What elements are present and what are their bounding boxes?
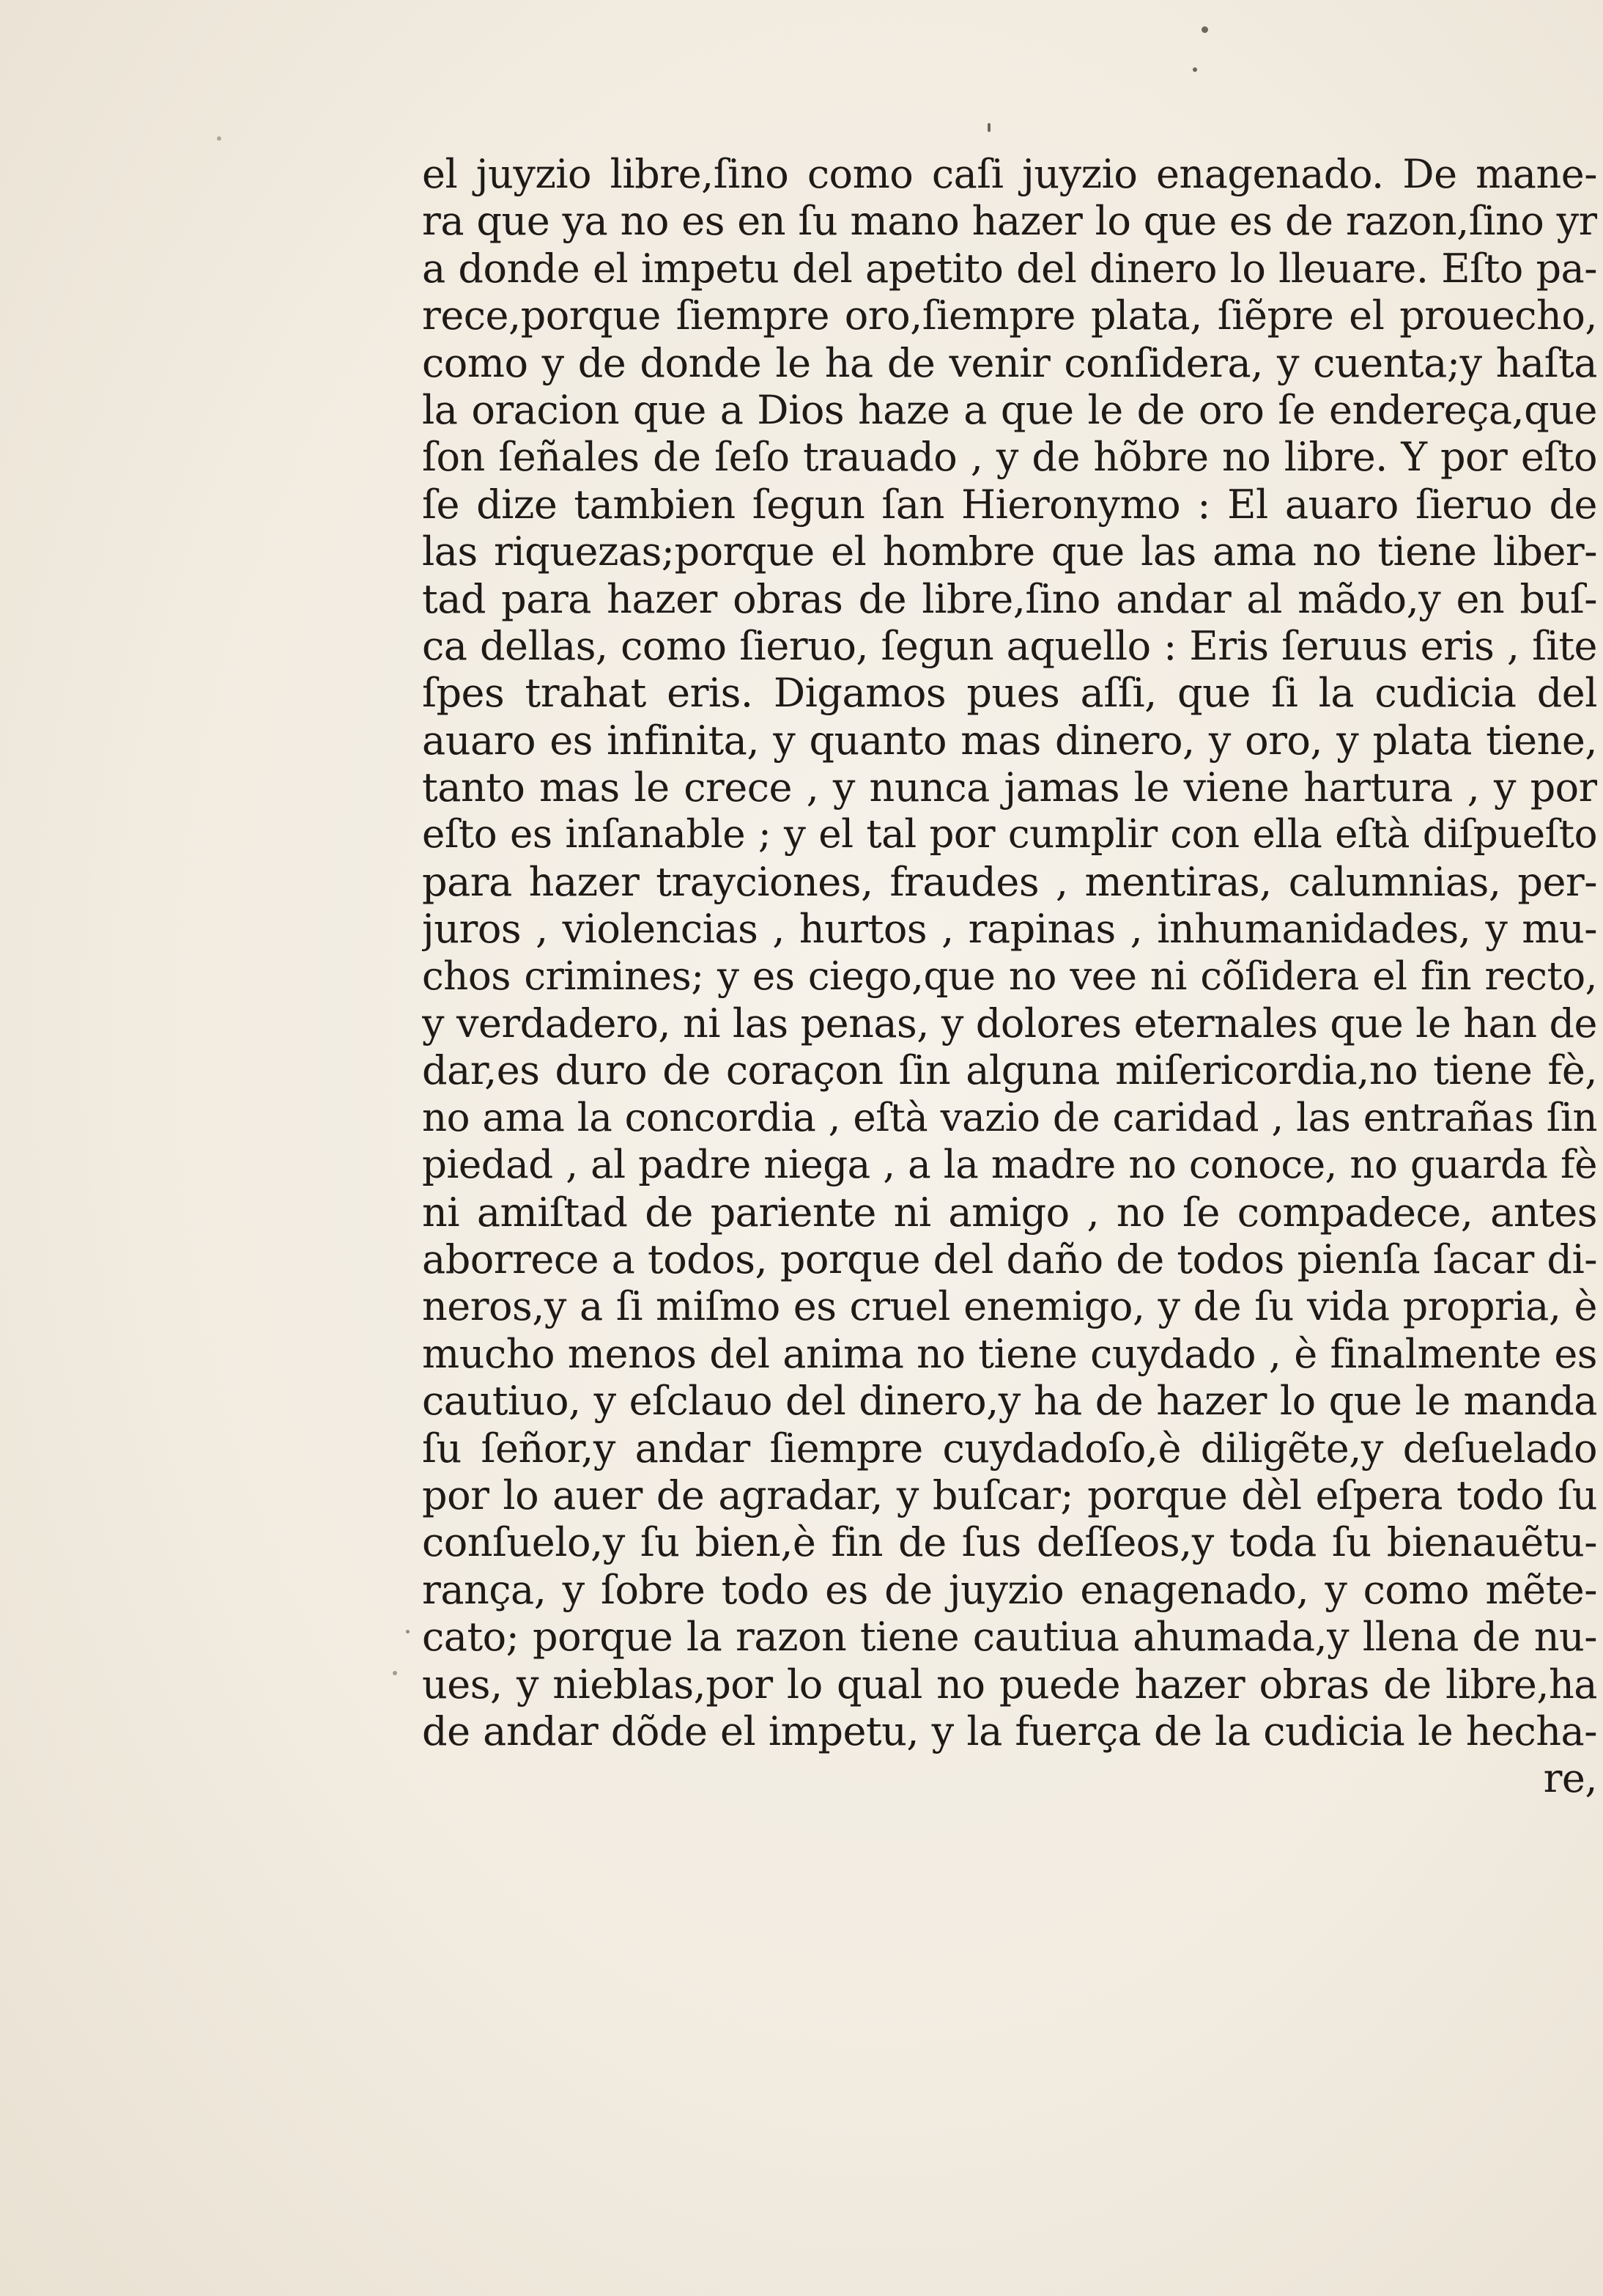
catchword: re, — [1543, 1755, 1597, 1802]
text-line: la oracion que a Dios haze a que le de oro ſe endereça,que — [422, 386, 1597, 433]
text-line: conſuelo,y ſu bien,è fin de ſus deſſeos,y toda ſu bienauẽtu- — [422, 1519, 1597, 1566]
text-line: tad para hazer obras de libre,ſino andar al mãdo,y en buſ- — [422, 575, 1597, 622]
text-line: mucho menos del anima no tiene cuydado , è finalmente es — [422, 1330, 1597, 1377]
text-line: piedad , al padre niega , a la madre no conoce, no guarda fè — [422, 1143, 1597, 1188]
text-line: ni amiſtad de pariente ni amigo , no ſe compadece, antes — [422, 1189, 1597, 1236]
text-line: para hazer trayciones, fraudes , mentiras, calumnias, per- — [422, 858, 1597, 905]
text-line: ſpes trahat eris. Digamos pues aſſi, que ſi la cudicia del — [422, 670, 1597, 717]
text-line: ſu ſeñor,y andar ſiempre cuydadoſo,è diligẽte,y deſuelado — [422, 1425, 1597, 1472]
text-line: aborrece a todos, porque del daño de todos pienſa ſacar di- — [422, 1236, 1597, 1282]
text-line: por lo auer de agradar, y buſcar; porque dèl eſpera todo ſu — [422, 1472, 1597, 1518]
text-line: eſto es inſanable ; y el tal por cumplir con ella eſtà diſpueſto — [422, 812, 1597, 857]
text-line: a donde el impetu del apetito del dinero lo lleuare. Eſto pa- — [422, 245, 1597, 292]
text-line: el juyzio libre,ſino como caſi juyzio enagenado. De mane- — [422, 151, 1597, 197]
text-line: cato; porque la razon tiene cautiua ahumada,y llena de nu- — [422, 1614, 1597, 1661]
ink-speck — [406, 1630, 410, 1634]
text-line: ſe dize tambien ſegun ſan Hieronymo : El auaro ſieruo de — [422, 481, 1597, 528]
text-line: las riquezas;porque el hombre que las ama no tiene liber- — [422, 528, 1597, 575]
ink-speck — [1193, 67, 1197, 72]
text-line: ra que ya no es en ſu mano hazer lo que es de razon,ſino yr — [422, 198, 1597, 245]
text-line: ſon ſeñales de ſeſo trauado , y de hõbre no libre. Y por eſto — [422, 434, 1597, 481]
text-line: rança, y ſobre todo es de juyzio enagenado, y como mẽte- — [422, 1566, 1597, 1613]
text-line: auaro es infinita, y quanto mas dinero, y oro, y plata tiene, — [422, 717, 1597, 764]
text-line: rece,porque ſiempre oro,ſiempre plata, ſiẽpre el prouecho, — [422, 292, 1597, 339]
text-line: como y de donde le ha de venir conſidera, y cuenta;y haſta — [422, 339, 1597, 386]
text-line: neros,y a ſi miſmo es cruel enemigo, y de ſu vida propria, è — [422, 1283, 1597, 1330]
text-line: de andar dõde el impetu, y la fuerça de la cudicia le hecha- — [422, 1708, 1597, 1754]
text-line: tanto mas le crece , y nunca jamas le viene hartura , y por — [422, 764, 1597, 811]
ink-speck — [988, 123, 991, 132]
text-line: ues, y nieblas,por lo qual no puede hazer obras de libre,ha — [422, 1661, 1597, 1708]
text-line: ca dellas, como ſieruo, ſegun aquello : Eris ſeruus eris , ſite — [422, 622, 1597, 669]
main-text — [422, 151, 1597, 1803]
text-line: dar,es duro de coraçon ſin alguna miſericordia,no tiene fè, — [422, 1047, 1597, 1094]
ink-speck — [1202, 26, 1208, 33]
text-line: juros , violencias , hurtos , rapinas , inhumanidades, y mu- — [422, 906, 1597, 953]
ink-speck — [217, 136, 221, 141]
text-line: y verdadero, ni las penas, y dolores eternales que le han de — [422, 1000, 1597, 1047]
text-line: cautiuo, y eſclauo del dinero,y ha de hazer lo que le manda — [422, 1378, 1597, 1425]
ink-speck — [393, 1671, 397, 1675]
text-line: chos crimines; y es ciego,que no vee ni cõſidera el fin recto, — [422, 953, 1597, 999]
text-line: no ama la concordia , eſtà vazio de caridad , las entrañas ſin — [422, 1095, 1597, 1140]
